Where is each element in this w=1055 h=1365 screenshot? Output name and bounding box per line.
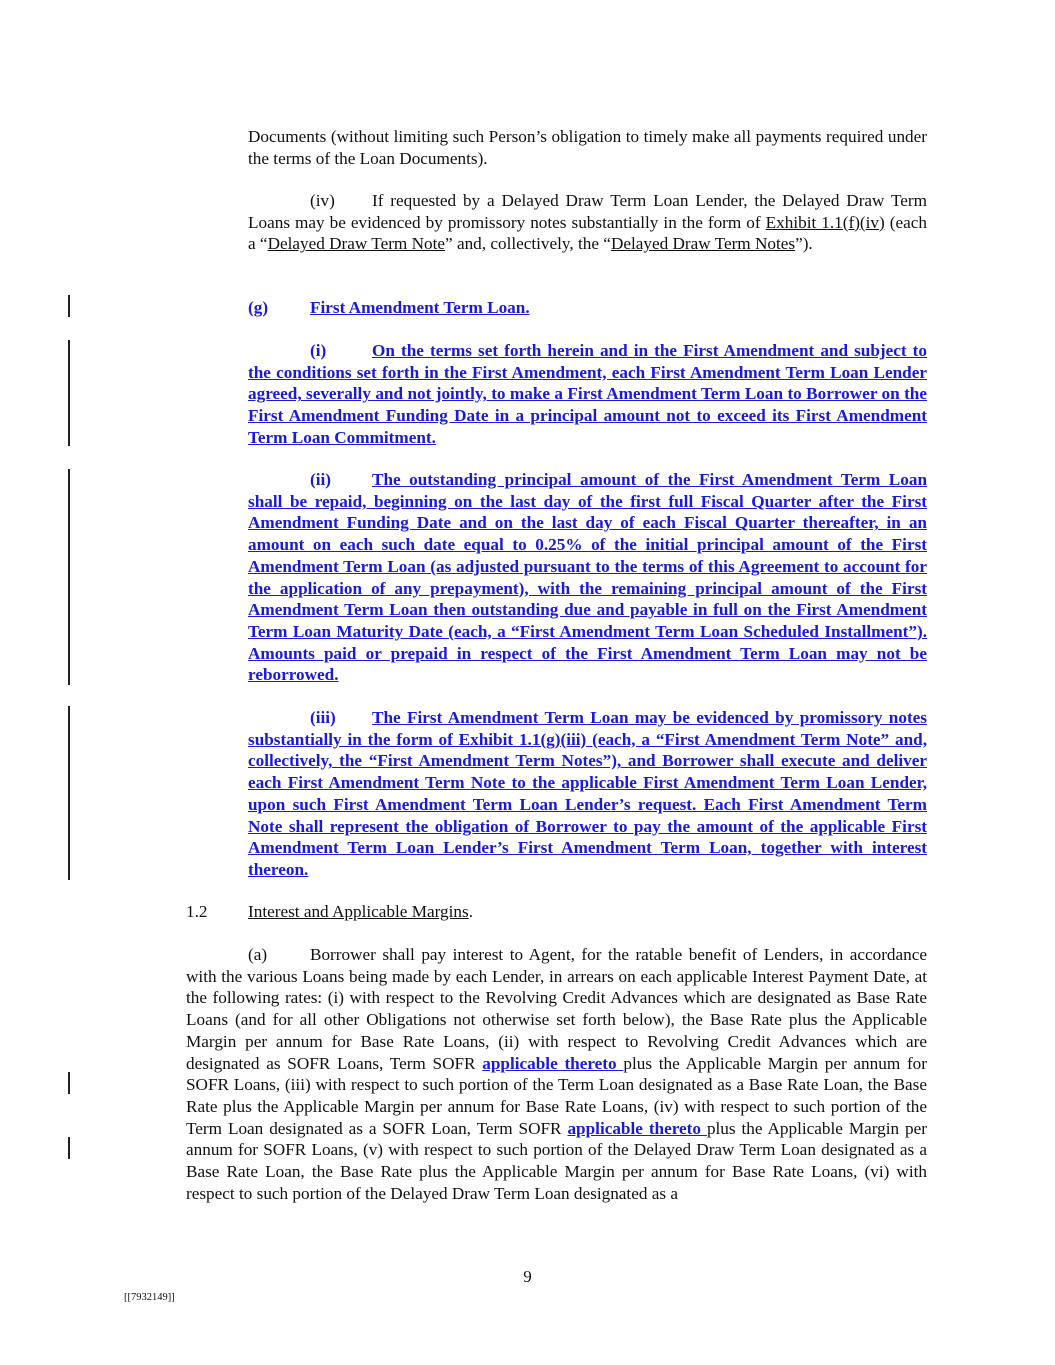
change-bar: [68, 295, 70, 317]
paragraph-number: (ii): [310, 470, 331, 489]
inserted-text: applicable thereto: [482, 1053, 624, 1073]
section-number: (g): [248, 298, 269, 317]
change-bar: [68, 340, 70, 446]
paragraph-g-ii: (ii) The outstanding principal amount of the First Amendment Term Loan shall be repaid, beginning on the last day of the first full Fiscal Quarter after the First Amendment Funding Date and on the last day of each Fiscal Quarter thereafter, in an amount on each such date equal to 0.25% of the initial principal amount of the First Amendment Term Loan (as adjusted pursuant to the terms of this Agreement to account for the application of any prepayment), with the remaining principal amount of the First Amendment Term Loan then outstanding due and payable in full on the First Amendment Term Loan Maturity Date (each, a “First Amendment Term Loan Scheduled Installment”). Amounts paid or prepaid in respect of the First Amendment Term Loan may not be reborrowed.: [248, 470, 927, 685]
section-title: First Amendment Term Loan.: [310, 298, 530, 317]
change-bar: [68, 469, 70, 685]
section-g-heading: [248, 297, 927, 319]
defined-term: Delayed Draw Term Notes: [610, 234, 796, 254]
paragraph-g-iii: (iii) The First Amendment Term Loan may be evidenced by promissory notes substantially in the form of Exhibit 1.1(g)(iii) (each, a “First Amendment Term Note” and, collectively, the “First Amendment Term Notes”), and Borrower shall execute and deliver each First Amendment Term Note to the applicable First Amendment Term Loan Lender, upon such First Amendment Term Loan Lender’s request. Each First Amendment Term Note shall represent the obligation of Borrower to pay the amount of the applicable First Amendment Term Loan Lender’s First Amendment Term Loan, together with interest thereon.: [248, 708, 927, 879]
change-bar: [68, 706, 70, 880]
section-title: Interest and Applicable Margins: [248, 902, 469, 921]
paragraph-number: (i): [310, 341, 327, 360]
paragraph-a: (a) Borrower shall pay interest to Agent, for the ratable benefit of Lenders, in accordance with the various Loans being made by each Lender, in arrears on each applicable Interest Payment Date, at the following rates: (i) with respect to the Revolving Credit Advances which are designated as Base Rate Loans (and for all other Obligations not otherwise set forth below), the Base Rate plus the Applicable Margin per annum for Base Rate Loans, (ii) with respect to Revolving Credit Advances which are designated as SOFR Loans, Term SOFR applicable thereto plus the Applicable Margin per annum for SOFR Loans, (iii) with respect to such portion of the Term Loan designated as a Base Rate Loan, the Base Rate plus the Applicable Margin per annum for Base Rate Loans, (iv) with respect to such portion of the Term Loan designated as a SOFR Loan, Term SOFR applicable thereto plus the Applicable Margin per annum for SOFR Loans, (v) with respect to such portion of the Delayed Draw Term Loan designated as a Base Rate Loan, the Base Rate plus the Applicable Margin per annum for Base Rate Loans, (vi) with respect to such portion of the Delayed Draw Term Loan designated as a: [186, 945, 927, 1203]
inserted-text: applicable thereto: [567, 1118, 707, 1138]
section-1-2-heading: 1.2 Interest and Applicable Margins.: [186, 902, 473, 921]
paragraph-number: (a): [248, 945, 268, 964]
section-number: 1.2: [186, 902, 208, 921]
page-number: 9: [523, 1267, 532, 1286]
continuation-paragraph: Documents (without limiting such Person’s obligation to timely make all payments required under the terms of the Loan Documents).: [248, 127, 927, 168]
paragraph-g-i: (i) On the terms set forth herein and in the First Amendment and subject to the conditions set forth in the First Amendment, each First Amendment Term Loan Lender agreed, severally and not jointly, to make a First Amendment Term Loan to Borrower on the First Amendment Funding Date in a principal amount not to exceed its First Amendment Term Loan Commitment.: [248, 341, 927, 447]
defined-term: Delayed Draw Term Note: [267, 234, 446, 254]
paragraph-number: (iv): [310, 191, 335, 210]
exhibit-reference: Exhibit 1.1(f)(iv): [765, 212, 885, 232]
paragraph-iv: (iv) If requested by a Delayed Draw Term Loan Lender, the Delayed Draw Term Loans may be evidenced by promissory notes substantially in the form of Exhibit 1.1(f)(iv) (each a “Delayed Draw Term Note” and, collectively, the “Delayed Draw Term Notes”).: [248, 191, 927, 254]
document-id: [[7932149]]: [124, 1292, 175, 1303]
change-bar: [68, 1072, 70, 1094]
paragraph-number: (iii): [310, 708, 336, 727]
change-bar: [68, 1137, 70, 1159]
